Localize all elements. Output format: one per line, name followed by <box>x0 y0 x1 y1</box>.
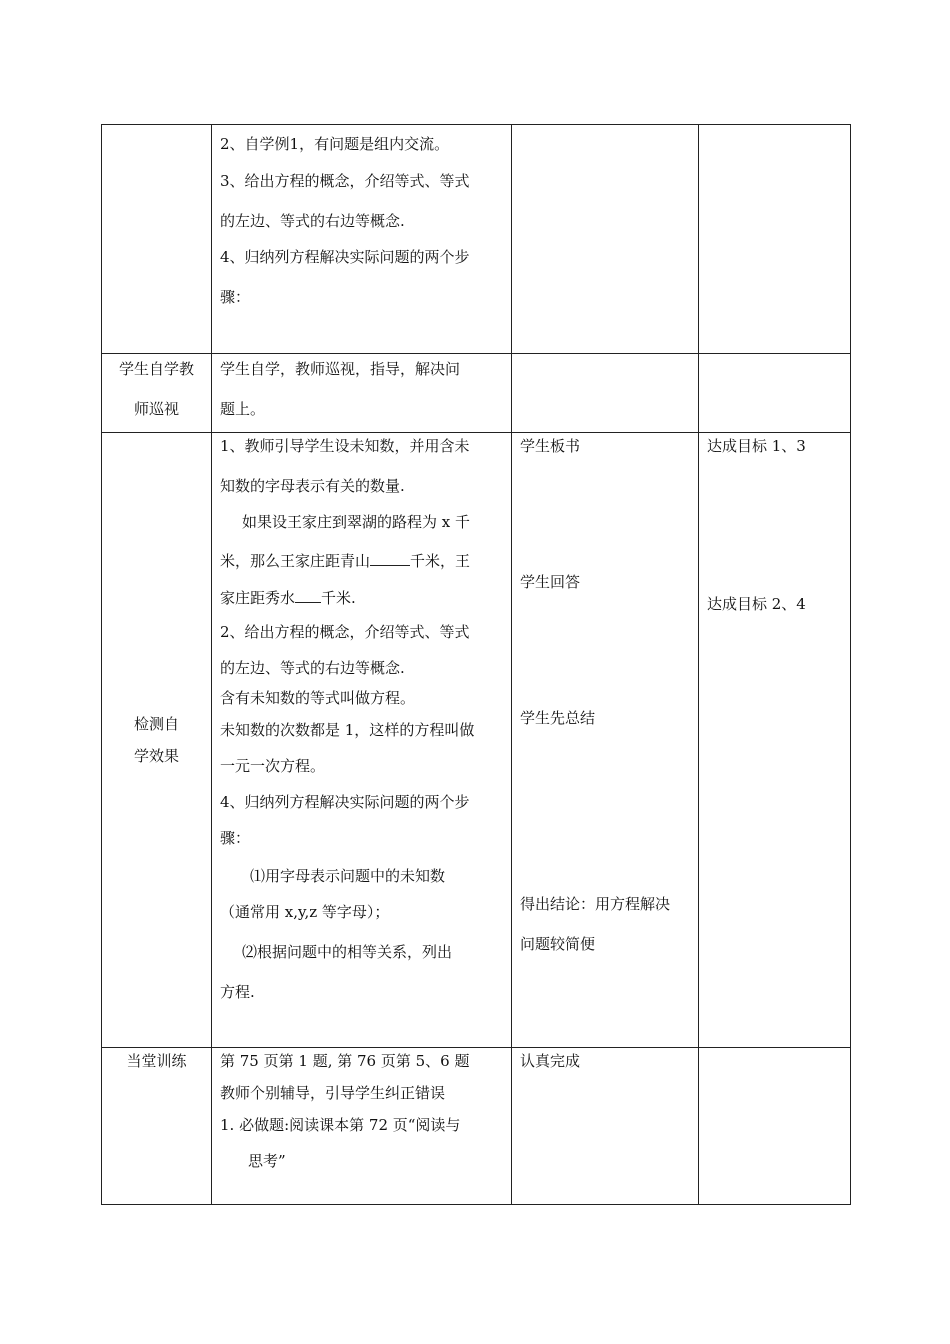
content-line: 4、归纳列方程解决实际问题的两个步 <box>220 793 470 811</box>
content-line: 含有未知数的等式叫做方程。 <box>220 689 416 707</box>
content-line: 第 75 页第 1 题, 第 76 页第 5、6 题 <box>220 1052 470 1070</box>
student-activity-cell <box>512 354 699 433</box>
content-line: 骤： <box>220 288 251 306</box>
answer-blank <box>370 549 410 566</box>
fill-blank-line <box>220 586 503 609</box>
content-line: 3、给出方程的概念，介绍等式、等式 <box>220 172 470 190</box>
content-line: 2、给出方程的概念，介绍等式、等式 <box>220 623 470 641</box>
content-line: （通常用 x,y,z 等字母）； <box>220 903 390 921</box>
content-line: 教师个别辅导，引导学生纠正错误 <box>220 1084 446 1102</box>
content-cell <box>212 125 512 354</box>
content-line: 知数的字母表示有关的数量. <box>220 477 405 495</box>
student-activity-cell <box>512 433 699 1048</box>
content-line: 1、教师引导学生设未知数，并用含未 <box>220 437 470 455</box>
stage-cell <box>102 354 212 433</box>
table-row <box>102 125 851 354</box>
content-line: 的左边、等式的右边等概念. <box>220 212 405 230</box>
content-line: ⑴用字母表示问题中的未知数 <box>250 867 446 885</box>
content-line: 1. 必做题:阅读课本第 72 页“阅读与 <box>220 1116 461 1134</box>
goal-text: 达成目标 2、4 <box>707 595 806 613</box>
content-line: 骤： <box>220 829 251 847</box>
content-line: 2、自学例1，有问题是组内交流。 <box>220 135 450 153</box>
fill-blank-line <box>220 549 503 572</box>
stage-cell <box>102 1048 212 1205</box>
goal-cell <box>699 354 851 433</box>
content-line: 4、归纳列方程解决实际问题的两个步 <box>220 248 470 266</box>
content-line: 的左边、等式的右边等概念. <box>220 659 405 677</box>
student-activity: 学生回答 <box>520 573 581 591</box>
content-cell <box>212 433 512 1048</box>
content-text: 千米，王 <box>410 552 471 570</box>
goal-cell <box>699 125 851 354</box>
content-line: 方程. <box>220 983 255 1001</box>
content-text: 米，那么王家庄距青山 <box>220 552 371 570</box>
content-text: 家庄距秀水 <box>220 589 296 607</box>
content-line: 学生自学，教师巡视，指导，解决问 <box>220 360 461 378</box>
stage-label: 当堂训练 <box>126 1052 187 1070</box>
content-line: 题上。 <box>220 400 266 418</box>
stage-cell <box>102 433 212 1048</box>
content-line: ⑵根据问题中的相等关系，列出 <box>242 943 453 961</box>
stage-cell <box>102 125 212 354</box>
student-activity: 认真完成 <box>520 1052 581 1070</box>
answer-blank <box>295 586 321 603</box>
stage-label: 师巡视 <box>133 400 179 418</box>
goal-cell <box>699 1048 851 1205</box>
goal-cell <box>699 433 851 1048</box>
content-line: 思考” <box>248 1152 286 1170</box>
student-activity-cell <box>512 1048 699 1205</box>
student-activity: 问题较简便 <box>520 935 596 953</box>
table-row <box>102 1048 851 1205</box>
student-activity-cell <box>512 125 699 354</box>
student-activity: 得出结论：用方程解决 <box>520 895 671 913</box>
content-cell <box>212 1048 512 1205</box>
content-cell <box>212 354 512 433</box>
stage-label: 检测自 <box>133 715 179 733</box>
student-activity: 学生先总结 <box>520 709 596 727</box>
content-line: 未知数的次数都是 1，这样的方程叫做 <box>220 721 475 739</box>
stage-label: 学生自学教 <box>118 360 194 378</box>
table-row <box>102 354 851 433</box>
lesson-plan-table <box>101 124 851 1205</box>
content-line: 一元一次方程。 <box>220 757 326 775</box>
table-row <box>102 433 851 1048</box>
stage-label: 学效果 <box>133 747 179 765</box>
goal-text: 达成目标 1、3 <box>707 437 806 455</box>
content-text: 千米. <box>321 589 356 607</box>
student-activity: 学生板书 <box>520 437 581 455</box>
content-line: 如果设王家庄到翠湖的路程为 x 千 <box>242 513 470 531</box>
